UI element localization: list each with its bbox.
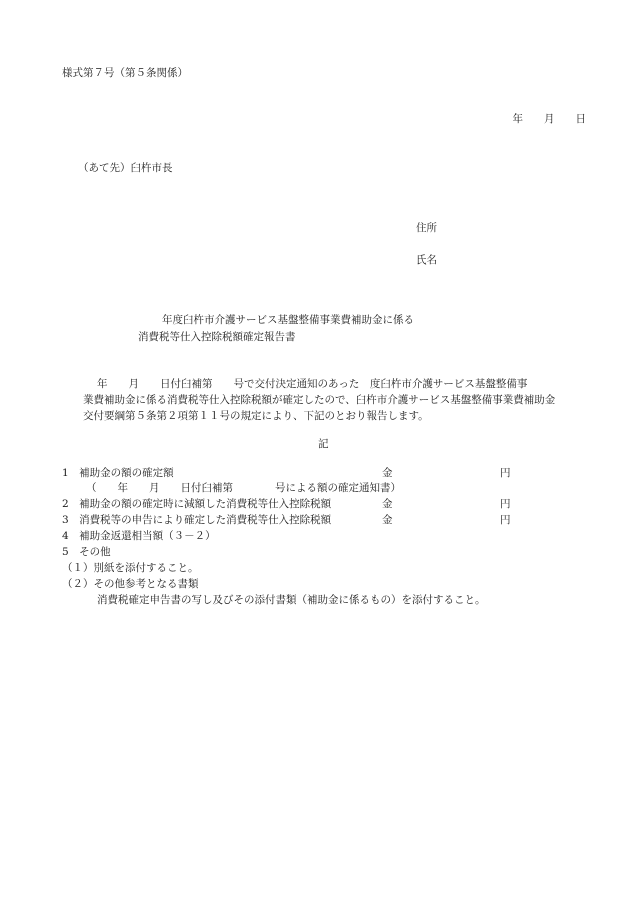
item-2-kin: 金: [382, 498, 393, 510]
item-5-label: 5 その他: [62, 546, 111, 558]
item-1-kin: 金: [382, 467, 393, 479]
item-4-label: 4 補助金返還相当額（３－２）: [62, 530, 216, 542]
name-label: 氏名: [416, 254, 437, 266]
item-2-label: 2 補助金の額の確定時に減額した消費税等仕入控除税額: [62, 498, 332, 510]
item-1-label: 1 補助金の額の確定額: [62, 467, 174, 479]
form-number: 様式第７号（第５条関係）: [62, 67, 188, 79]
address-label: 住所: [416, 222, 437, 234]
item-3-yen: 円: [500, 514, 511, 526]
body-text-line2: 業費補助金に係る消費税等仕入控除税額が確定したので、臼杵市介護サービス基盤整備事業費補助金: [83, 394, 556, 406]
addressee: （あて先）臼杵市長: [78, 162, 173, 174]
ki-heading: 記: [318, 438, 329, 450]
item-2-yen: 円: [500, 498, 511, 510]
item-3-label: 3 消費税等の申告により確定した消費税等仕入控除税額: [62, 514, 332, 526]
item-1-yen: 円: [500, 467, 511, 479]
note-2: （２）その他参考となる書類: [62, 578, 199, 590]
item-1-sub: （ 年 月 日付臼補第 号による額の確定通知書）: [86, 482, 401, 494]
document-title-line2: 消費税等仕入控除税額確定報告書: [138, 331, 296, 343]
note-1: （１）別紙を添付すること。: [62, 562, 199, 574]
document-title-line1: 年度臼杵市介護サービス基盤整備事業費補助金に係る: [162, 314, 414, 326]
body-text-line3: 交付要綱第５条第２項第１１号の規定により、下記のとおり報告します。: [83, 410, 429, 422]
body-text-line1: 年 月 日付臼補第 号で交付決定通知のあった 度臼杵市介護サービス基盤整備事: [97, 378, 528, 390]
date-line: 年 月 日: [512, 113, 586, 125]
note-2-detail: 消費税確定申告書の写し及びその添付書類（補助金に係るもの）を添付すること。: [97, 594, 486, 606]
item-3-kin: 金: [382, 514, 393, 526]
